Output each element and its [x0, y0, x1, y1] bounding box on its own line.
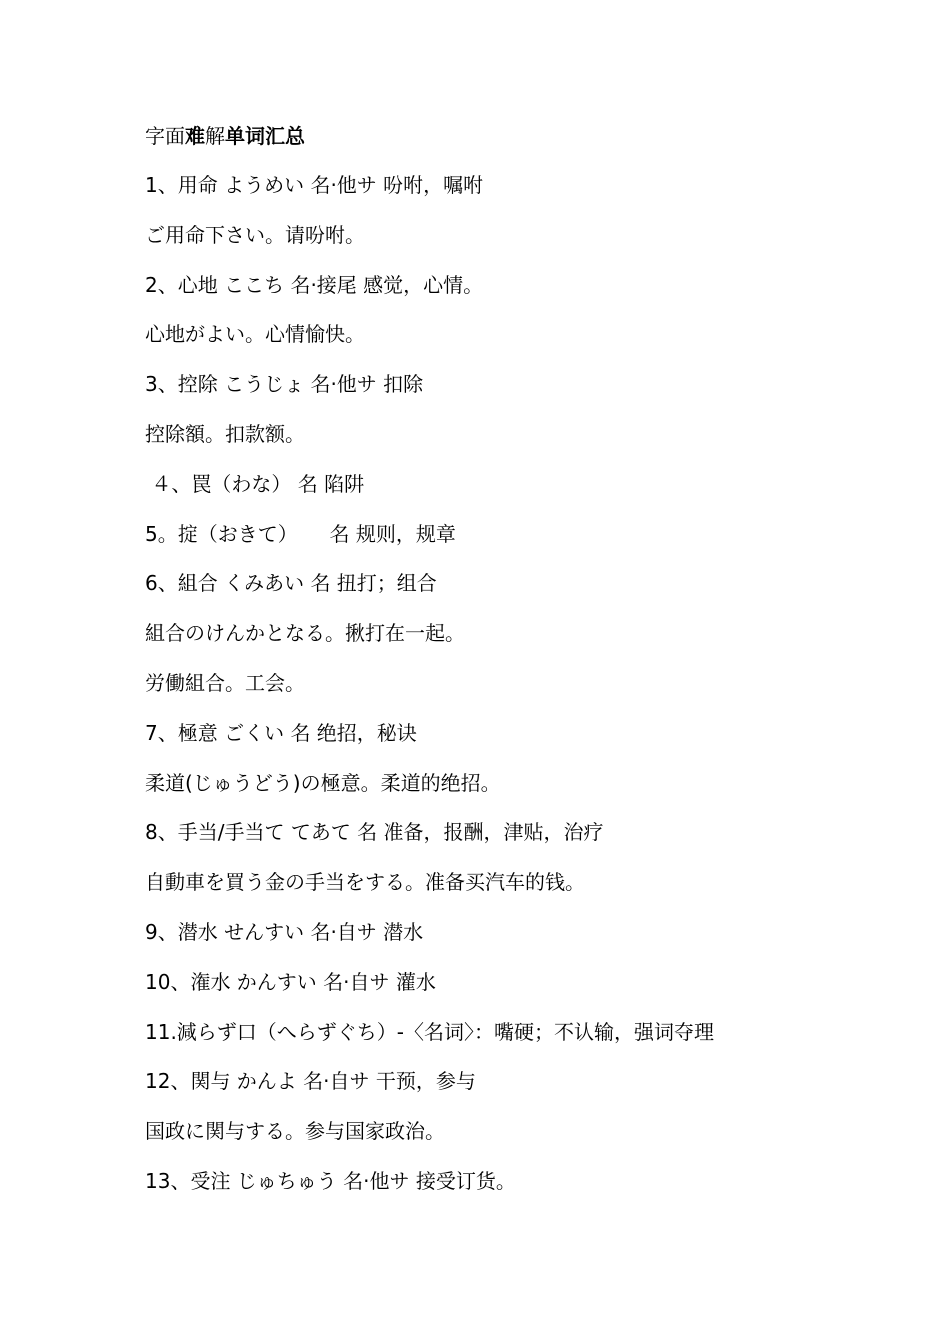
vocab-line: 10、潅水 かんすい 名·自サ 灌水 [145, 969, 436, 994]
vocab-line: 組合のけんかとなる。揪打在一起。 [145, 621, 465, 646]
vocab-line: 12、関与 かんよ 名·自サ 干预，参与 [145, 1069, 476, 1094]
vocab-line: 3、控除 こうじょ 名·他サ 扣除 [145, 372, 424, 397]
vocab-line: ４、罠（わな） 名 陷阱 [145, 471, 365, 496]
title-part-1: 字面 [145, 124, 185, 148]
vocab-line: 2、心地 ここち 名·接尾 感觉，心情。 [145, 272, 484, 297]
vocab-line: 6、組合 くみあい 名 扭打；组合 [145, 571, 437, 596]
vocab-line: 柔道(じゅうどう)の極意。柔道的绝招。 [145, 770, 501, 795]
vocab-line: 国政に関与する。参与国家政治。 [145, 1119, 445, 1144]
vocab-line: 11.減らず口（へらずぐち）-〈名词〉：嘴硬；不认输，强词夺理 [145, 1019, 715, 1044]
vocab-line: 心地がよい。心情愉快。 [145, 322, 365, 347]
title-part-2: 难 [185, 124, 205, 148]
vocab-line: 13、受注 じゅちゅう 名·他サ 接受订货。 [145, 1168, 516, 1193]
vocab-line: 9、潜水 せんすい 名·自サ 潜水 [145, 919, 424, 944]
document-title [145, 123, 305, 149]
vocab-line: 自動車を買う金の手当をする。准备买汽车的钱。 [145, 870, 585, 895]
title-part-4: 单词汇总 [225, 124, 305, 148]
vocab-line: 労働組合。工会。 [145, 670, 305, 695]
title-part-3: 解 [205, 124, 225, 148]
vocab-line: ご用命下さい。请吩咐。 [145, 222, 365, 247]
vocabulary-list [145, 172, 714, 1218]
vocab-line: 1、用命 ようめい 名·他サ 吩咐，嘱咐 [145, 173, 484, 197]
vocab-line: 7、極意 ごくい 名 绝招，秘诀 [145, 720, 417, 745]
vocab-line: 5。掟（おきて） 名 规则，规章 [145, 521, 456, 546]
vocab-line: 控除額。扣款额。 [145, 421, 305, 446]
vocab-line: 8、手当/手当て てあて 名 准备，报酬，津贴，治疗 [145, 820, 604, 845]
